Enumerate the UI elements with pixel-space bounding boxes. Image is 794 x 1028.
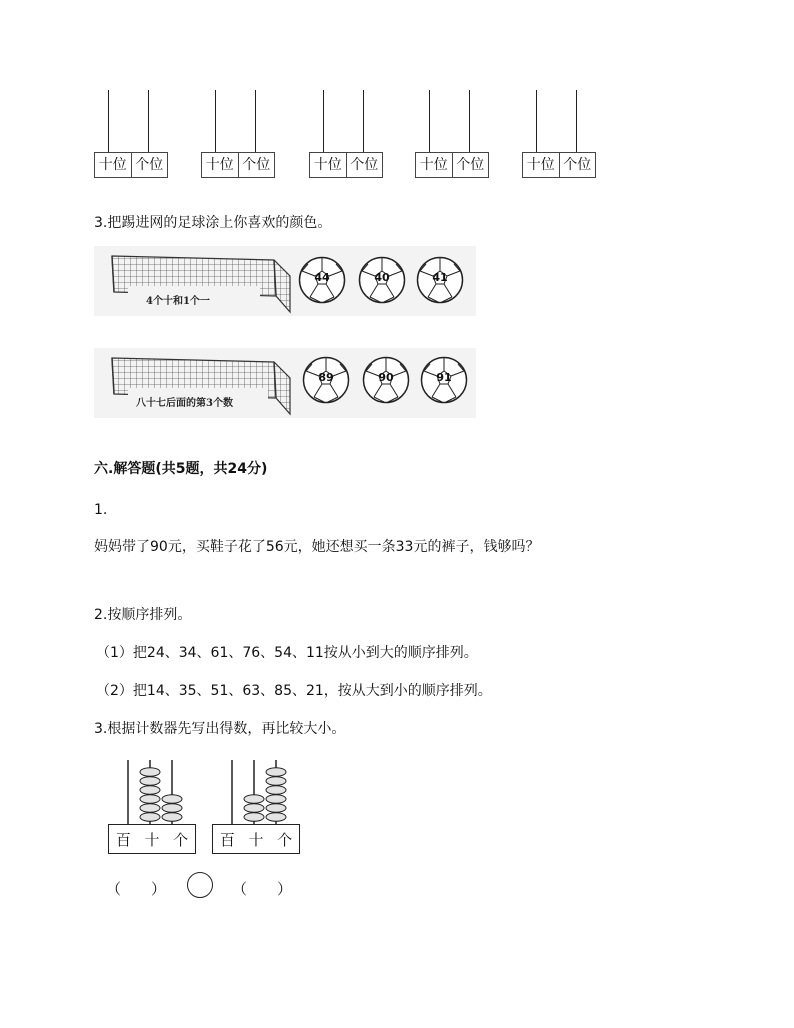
abacus-rod	[536, 90, 537, 152]
abacus-rod	[323, 90, 324, 152]
ones-label: 个位	[452, 153, 489, 177]
abacus-place-labels	[108, 824, 196, 854]
tens-label: 十位	[205, 157, 234, 173]
abacus-place-labels	[212, 824, 300, 854]
question-1-number: 1.	[94, 502, 108, 518]
question-2-part-2: （2）把14、35、51、63、85、21，按从大到小的顺序排列。	[96, 683, 492, 699]
place-value-box	[522, 152, 596, 178]
ball-number: 44	[314, 271, 330, 284]
abacus-icon	[108, 758, 198, 828]
place-value-box	[94, 152, 168, 178]
hundreds-label: 百	[115, 830, 131, 849]
tens-label: 十	[144, 830, 160, 849]
ones-label: 个位	[131, 153, 168, 177]
place-value-chart	[415, 90, 489, 176]
soccer-ball[interactable]	[302, 356, 350, 404]
tens-label: 十位	[526, 157, 555, 173]
soccer-ball[interactable]	[298, 256, 346, 304]
place-value-chart	[309, 90, 383, 176]
ones-label: 个	[173, 830, 189, 849]
ball-number: 90	[378, 371, 394, 384]
goal-clue-text: 八十七后面的第3个数	[136, 398, 233, 409]
ball-number: 41	[432, 271, 448, 284]
answer-blank-left[interactable]: （ ）	[106, 880, 167, 898]
tens-label: 十	[248, 830, 264, 849]
question-1-text: 妈妈带了90元，买鞋子花了56元，她还想买一条33元的裤子，钱够吗？	[94, 539, 540, 555]
abacus-rod	[255, 90, 256, 152]
abacus-rod	[108, 90, 109, 152]
section-heading: 六.解答题(共5题，共24分)	[94, 461, 268, 477]
question-2-title: 2.按顺序排列。	[94, 607, 192, 623]
counter-abacus-right	[212, 758, 302, 854]
abacus-rod	[469, 90, 470, 152]
tens-label: 十位	[419, 157, 448, 173]
soccer-row-2	[94, 348, 476, 418]
abacus-rod	[429, 90, 430, 152]
place-value-box	[201, 152, 275, 178]
answer-blank-right[interactable]: （ ）	[232, 880, 293, 898]
soccer-ball[interactable]	[358, 256, 406, 304]
ones-label: 个位	[346, 153, 383, 177]
compare-circle[interactable]	[187, 872, 213, 898]
soccer-ball[interactable]	[416, 256, 464, 304]
place-value-chart	[94, 90, 168, 176]
tens-label: 十位	[313, 157, 342, 173]
place-value-chart	[522, 90, 596, 176]
question-3-title: 3.把踢进网的足球涂上你喜欢的颜色。	[94, 215, 332, 231]
place-value-box	[415, 152, 489, 178]
soccer-ball[interactable]	[362, 356, 410, 404]
abacus-icon	[212, 758, 302, 828]
abacus-rod	[363, 90, 364, 152]
tens-label: 十位	[98, 157, 127, 173]
soccer-ball[interactable]	[420, 356, 468, 404]
ball-number: 40	[374, 271, 390, 284]
goal-clue-text: 4个十和1个一	[146, 296, 210, 307]
soccer-row-1	[94, 246, 476, 316]
ones-label: 个位	[238, 153, 275, 177]
ball-number: 89	[318, 371, 334, 384]
abacus-rod	[148, 90, 149, 152]
question-3-title: 3.根据计数器先写出得数，再比较大小。	[94, 721, 346, 737]
question-2-part-1: （1）把24、34、61、76、54、11按从小到大的顺序排列。	[96, 645, 478, 661]
ones-label: 个	[277, 830, 293, 849]
counter-abacus-left	[108, 758, 198, 854]
abacus-rod	[215, 90, 216, 152]
place-value-box	[309, 152, 383, 178]
hundreds-label: 百	[219, 830, 235, 849]
place-value-chart	[201, 90, 275, 176]
abacus-rod	[576, 90, 577, 152]
ball-number: 91	[436, 371, 452, 384]
ones-label: 个位	[559, 153, 596, 177]
